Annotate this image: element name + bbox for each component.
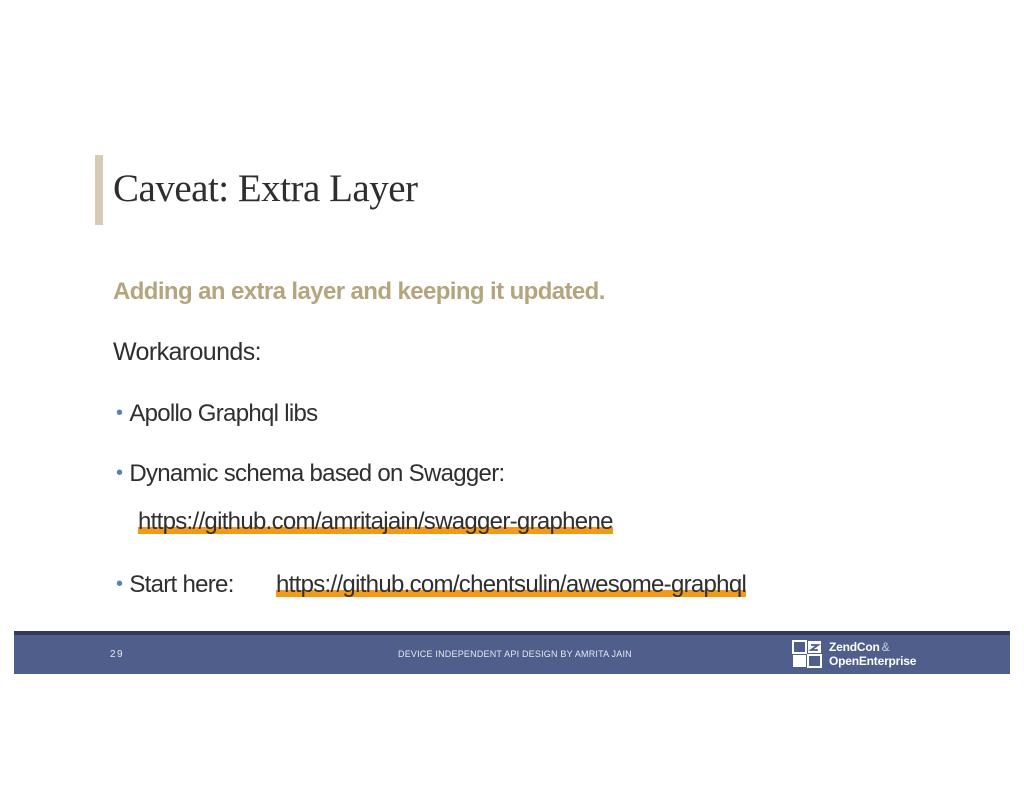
page-number: 29	[110, 649, 125, 660]
logo-name-openenterprise: OpenEnterprise	[829, 654, 917, 668]
awesome-graphql-link[interactable]	[276, 571, 746, 599]
footer-caption: DEVICE INDEPENDENT API DESIGN BY AMRITA JAIN	[398, 649, 632, 659]
slide-subtitle: Adding an extra layer and keeping it updated.	[113, 278, 605, 305]
link-text[interactable]: https://github.com/amritajain/swagger-graphene	[138, 508, 613, 535]
logo-name-zendcon: ZendCon	[829, 640, 880, 654]
bullet-icon: •	[116, 402, 123, 424]
bullet-text: Apollo Graphql libs	[129, 400, 318, 427]
swagger-graphene-link[interactable]	[138, 508, 613, 536]
bullet-text: Dynamic schema based on Swagger:	[129, 460, 505, 487]
zendcon-logo-icon	[791, 639, 823, 669]
slide-title: Caveat: Extra Layer	[113, 167, 418, 210]
workarounds-label: Workarounds:	[113, 338, 261, 366]
slide-footer	[14, 631, 1010, 674]
logo-ampersand: &	[881, 640, 890, 654]
title-accent-bar	[95, 155, 103, 225]
link-text[interactable]: https://github.com/chentsulin/awesome-graphql	[276, 571, 747, 598]
bullet-item-apollo	[116, 400, 317, 428]
bullet-icon: •	[116, 462, 123, 484]
bullet-text: Start here:	[129, 571, 234, 598]
bullet-item-dynamic-schema	[116, 460, 504, 488]
bullet-icon: •	[116, 573, 123, 595]
bullet-item-start-here	[116, 571, 234, 599]
zendcon-logo	[791, 637, 916, 671]
